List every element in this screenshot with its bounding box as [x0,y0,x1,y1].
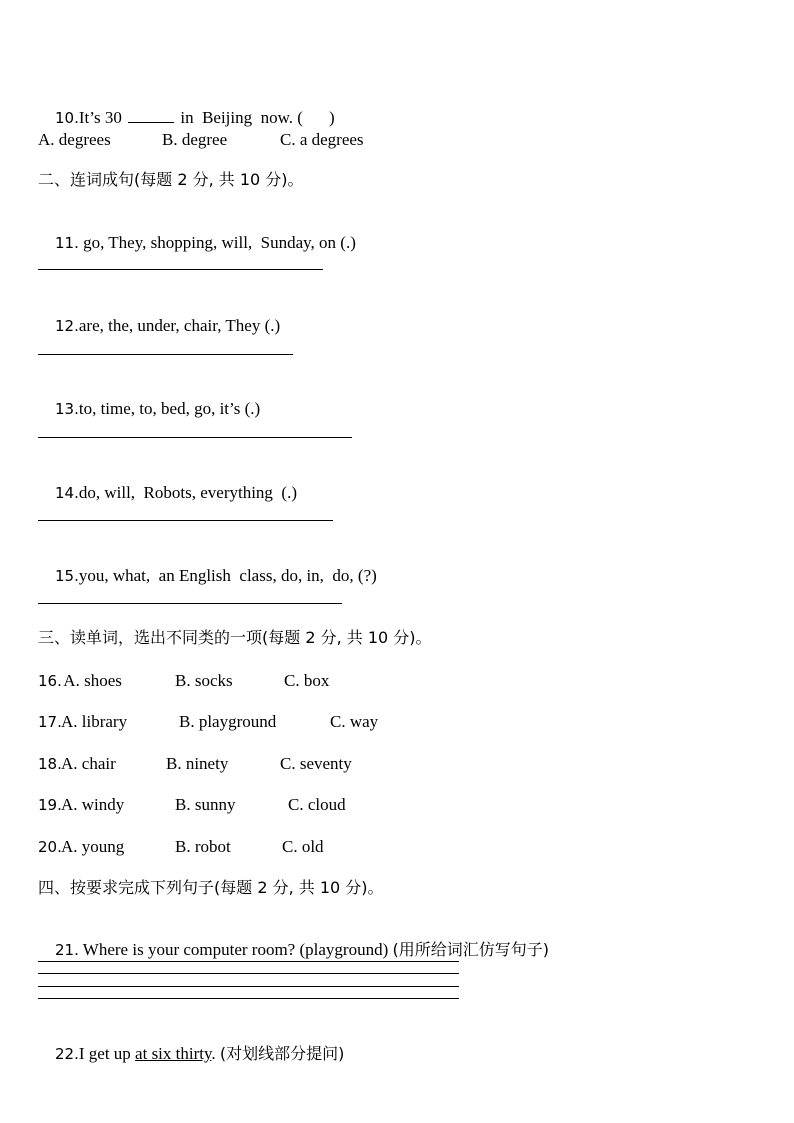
instruction-note: (对划线部分提问) [219,1044,345,1063]
answer-line[interactable] [38,986,459,987]
option-c: C. way [330,712,379,731]
question-text-pre: It’s 30 [78,108,127,127]
section-heading-2: 二、连词成句(每题 2 分, 共 10 分)。 [38,170,304,189]
question-text: Where is your computer room? (playground) [78,940,393,959]
option-b: B. sunny [175,795,236,814]
option-b: B. socks [175,671,233,690]
option-a: A. chair [61,754,116,773]
instruction-note: (用所给词汇仿写句子) [392,940,549,959]
option-a: A. shoes [60,671,122,690]
fill-blank[interactable] [128,108,174,123]
option-a: A. library [61,712,128,731]
question-text-post: in Beijing now. ( [176,108,303,127]
question-text: are, the, under, chair, They (.) [78,316,281,335]
question-text: go, They, shopping, will, Sunday, on (.) [78,233,356,252]
answer-line[interactable] [38,520,333,521]
question-17-number: 17. [38,713,62,731]
option-a: A. windy [61,795,125,814]
question-text-post: . [211,1044,220,1063]
question-20-number: 20. [38,838,62,856]
option-b: B. ninety [166,754,229,773]
question-text: to, time, to, bed, go, it’s (.) [78,399,261,418]
question-number: 13. [55,400,79,418]
question-number: 22. [55,1045,79,1063]
option-c: C. seventy [280,754,352,773]
question-number: 21. [55,941,79,959]
underlined-phrase: at six thirty [135,1044,212,1063]
paren-close: ) [328,108,335,127]
option-c: C. box [284,671,330,690]
question-13 [38,379,260,439]
question-11 [38,213,356,273]
question-16-number: 16. [38,672,62,690]
question-15 [38,546,377,606]
option-a: A. degrees [38,130,111,149]
question-number: 14. [55,484,79,502]
option-c: C. cloud [288,795,346,814]
option-c: C. old [282,837,324,856]
answer-line[interactable] [38,973,459,974]
section-heading-3: 三、读单词，选出不同类的一项(每题 2 分, 共 10 分)。 [38,628,432,647]
question-text: do, will, Robots, everything (.) [78,483,298,502]
question-number: 11. [55,234,79,252]
question-text-pre: I get up [78,1044,136,1063]
option-b: B. degree [162,130,228,149]
question-number: 12. [55,317,79,335]
option-b: B. playground [179,712,277,731]
answer-line[interactable] [38,961,459,962]
question-number: 15. [55,567,79,585]
answer-line[interactable] [38,269,323,270]
option-c: C. a degrees [280,130,364,149]
option-b: B. robot [175,837,231,856]
question-12 [38,296,280,356]
answer-line[interactable] [38,354,293,355]
question-number: 10. [55,109,79,127]
question-18-number: 18. [38,755,62,773]
question-19-number: 19. [38,796,62,814]
question-22 [38,1024,344,1084]
option-a: A. young [61,837,125,856]
question-14 [38,463,297,523]
question-21 [38,920,549,980]
answer-line[interactable] [38,437,352,438]
section-heading-4: 四、按要求完成下列句子(每题 2 分, 共 10 分)。 [38,878,384,897]
answer-line[interactable] [38,603,342,604]
question-text: you, what, an English class, do, in, do, (?) [78,566,377,585]
answer-line[interactable] [38,998,459,999]
